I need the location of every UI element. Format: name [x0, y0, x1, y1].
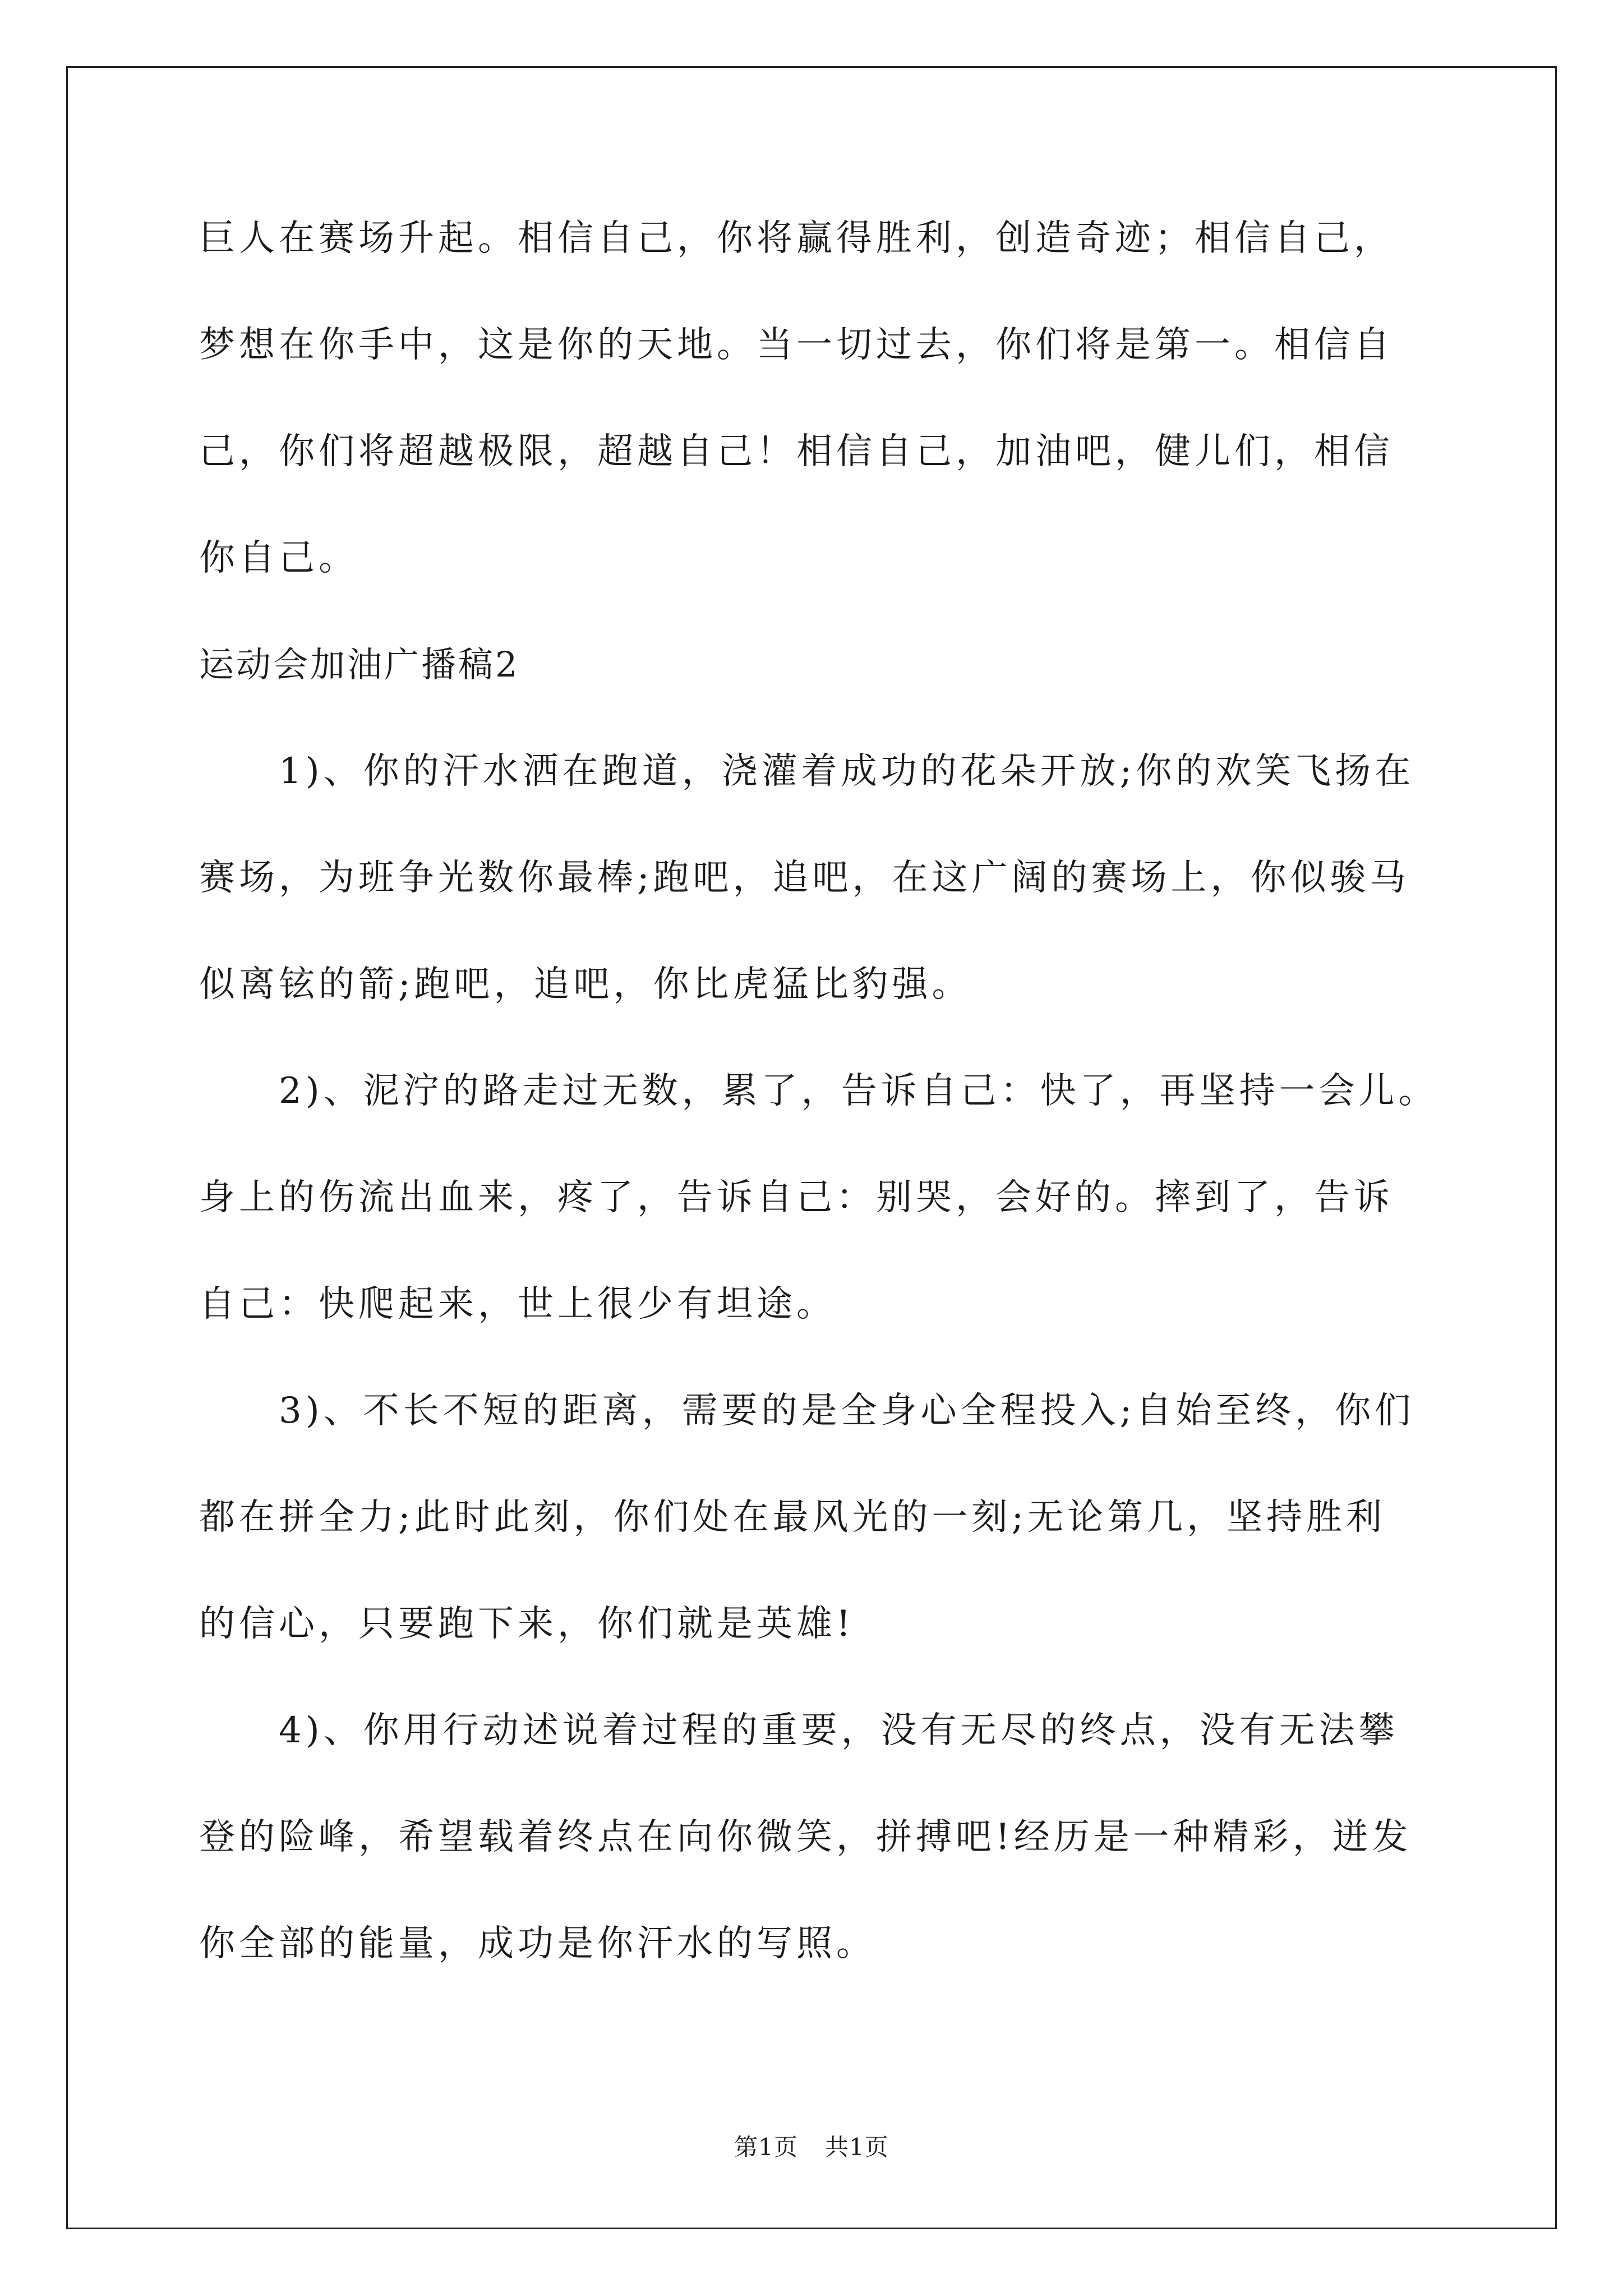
text-line: 巨人在赛场升起。相信自己，你将赢得胜利，创造奇迹；相信自己，	[199, 218, 1394, 259]
page-total: 共1页	[825, 2133, 889, 2161]
text-line: 4)、你用行动述说着过程的重要，没有无尽的终点，没有无法攀	[279, 1710, 1399, 1751]
text-line: 你全部的能量，成功是你汗水的写照。	[199, 1923, 876, 1964]
text-line: 都在拼全力;此时此刻，你们处在最风光的一刻;无论第几，坚持胜利	[199, 1497, 1386, 1538]
text-line: 梦想在你手中，这是你的天地。当一切过去，你们将是第一。相信自	[199, 324, 1394, 366]
page-number: 第1页	[734, 2133, 798, 2161]
document-body	[199, 185, 1450, 1997]
paragraph-1	[199, 718, 1450, 1038]
text-line: 2)、泥泞的路走过无数，累了，告诉自己：快了，再坚持一会儿。	[279, 1070, 1438, 1112]
text-line: 登的险峰，希望载着终点在向你微笑，拼搏吧!经历是一种精彩，迸发	[199, 1816, 1412, 1858]
intro-paragraph	[199, 185, 1450, 611]
paragraph-4	[199, 1677, 1450, 1997]
text-line: 似离铉的箭;跑吧，追吧，你比虎猛比豹强。	[199, 964, 972, 1005]
paragraph-3	[199, 1358, 1450, 1677]
section-title: 运动会加油广播稿2	[199, 644, 520, 685]
text-line: 赛场，为班争光数你最棒;跑吧，追吧，在这广阔的赛场上，你似骏马	[199, 857, 1410, 899]
paragraph-2	[199, 1038, 1450, 1358]
text-line: 你自己。	[199, 537, 358, 579]
text-line: 自己：快爬起来，世上很少有坦途。	[199, 1283, 836, 1325]
text-line: 3)、不长不短的距离，需要的是全身心全程投入;自始至终，你们	[279, 1390, 1415, 1432]
text-line: 己，你们将超越极限，超越自己！相信自己，加油吧，健儿们，相信	[199, 431, 1394, 472]
text-line: 身上的伤流出血来，疼了，告诉自己：别哭，会好的。摔到了，告诉	[199, 1177, 1394, 1218]
page-footer	[0, 2129, 1623, 2162]
text-line: 1)、你的汗水洒在跑道，浇灌着成功的花朵开放;你的欢笑飞扬在	[279, 751, 1415, 792]
text-line: 的信心，只要跑下来，你们就是英雄!	[199, 1603, 855, 1645]
